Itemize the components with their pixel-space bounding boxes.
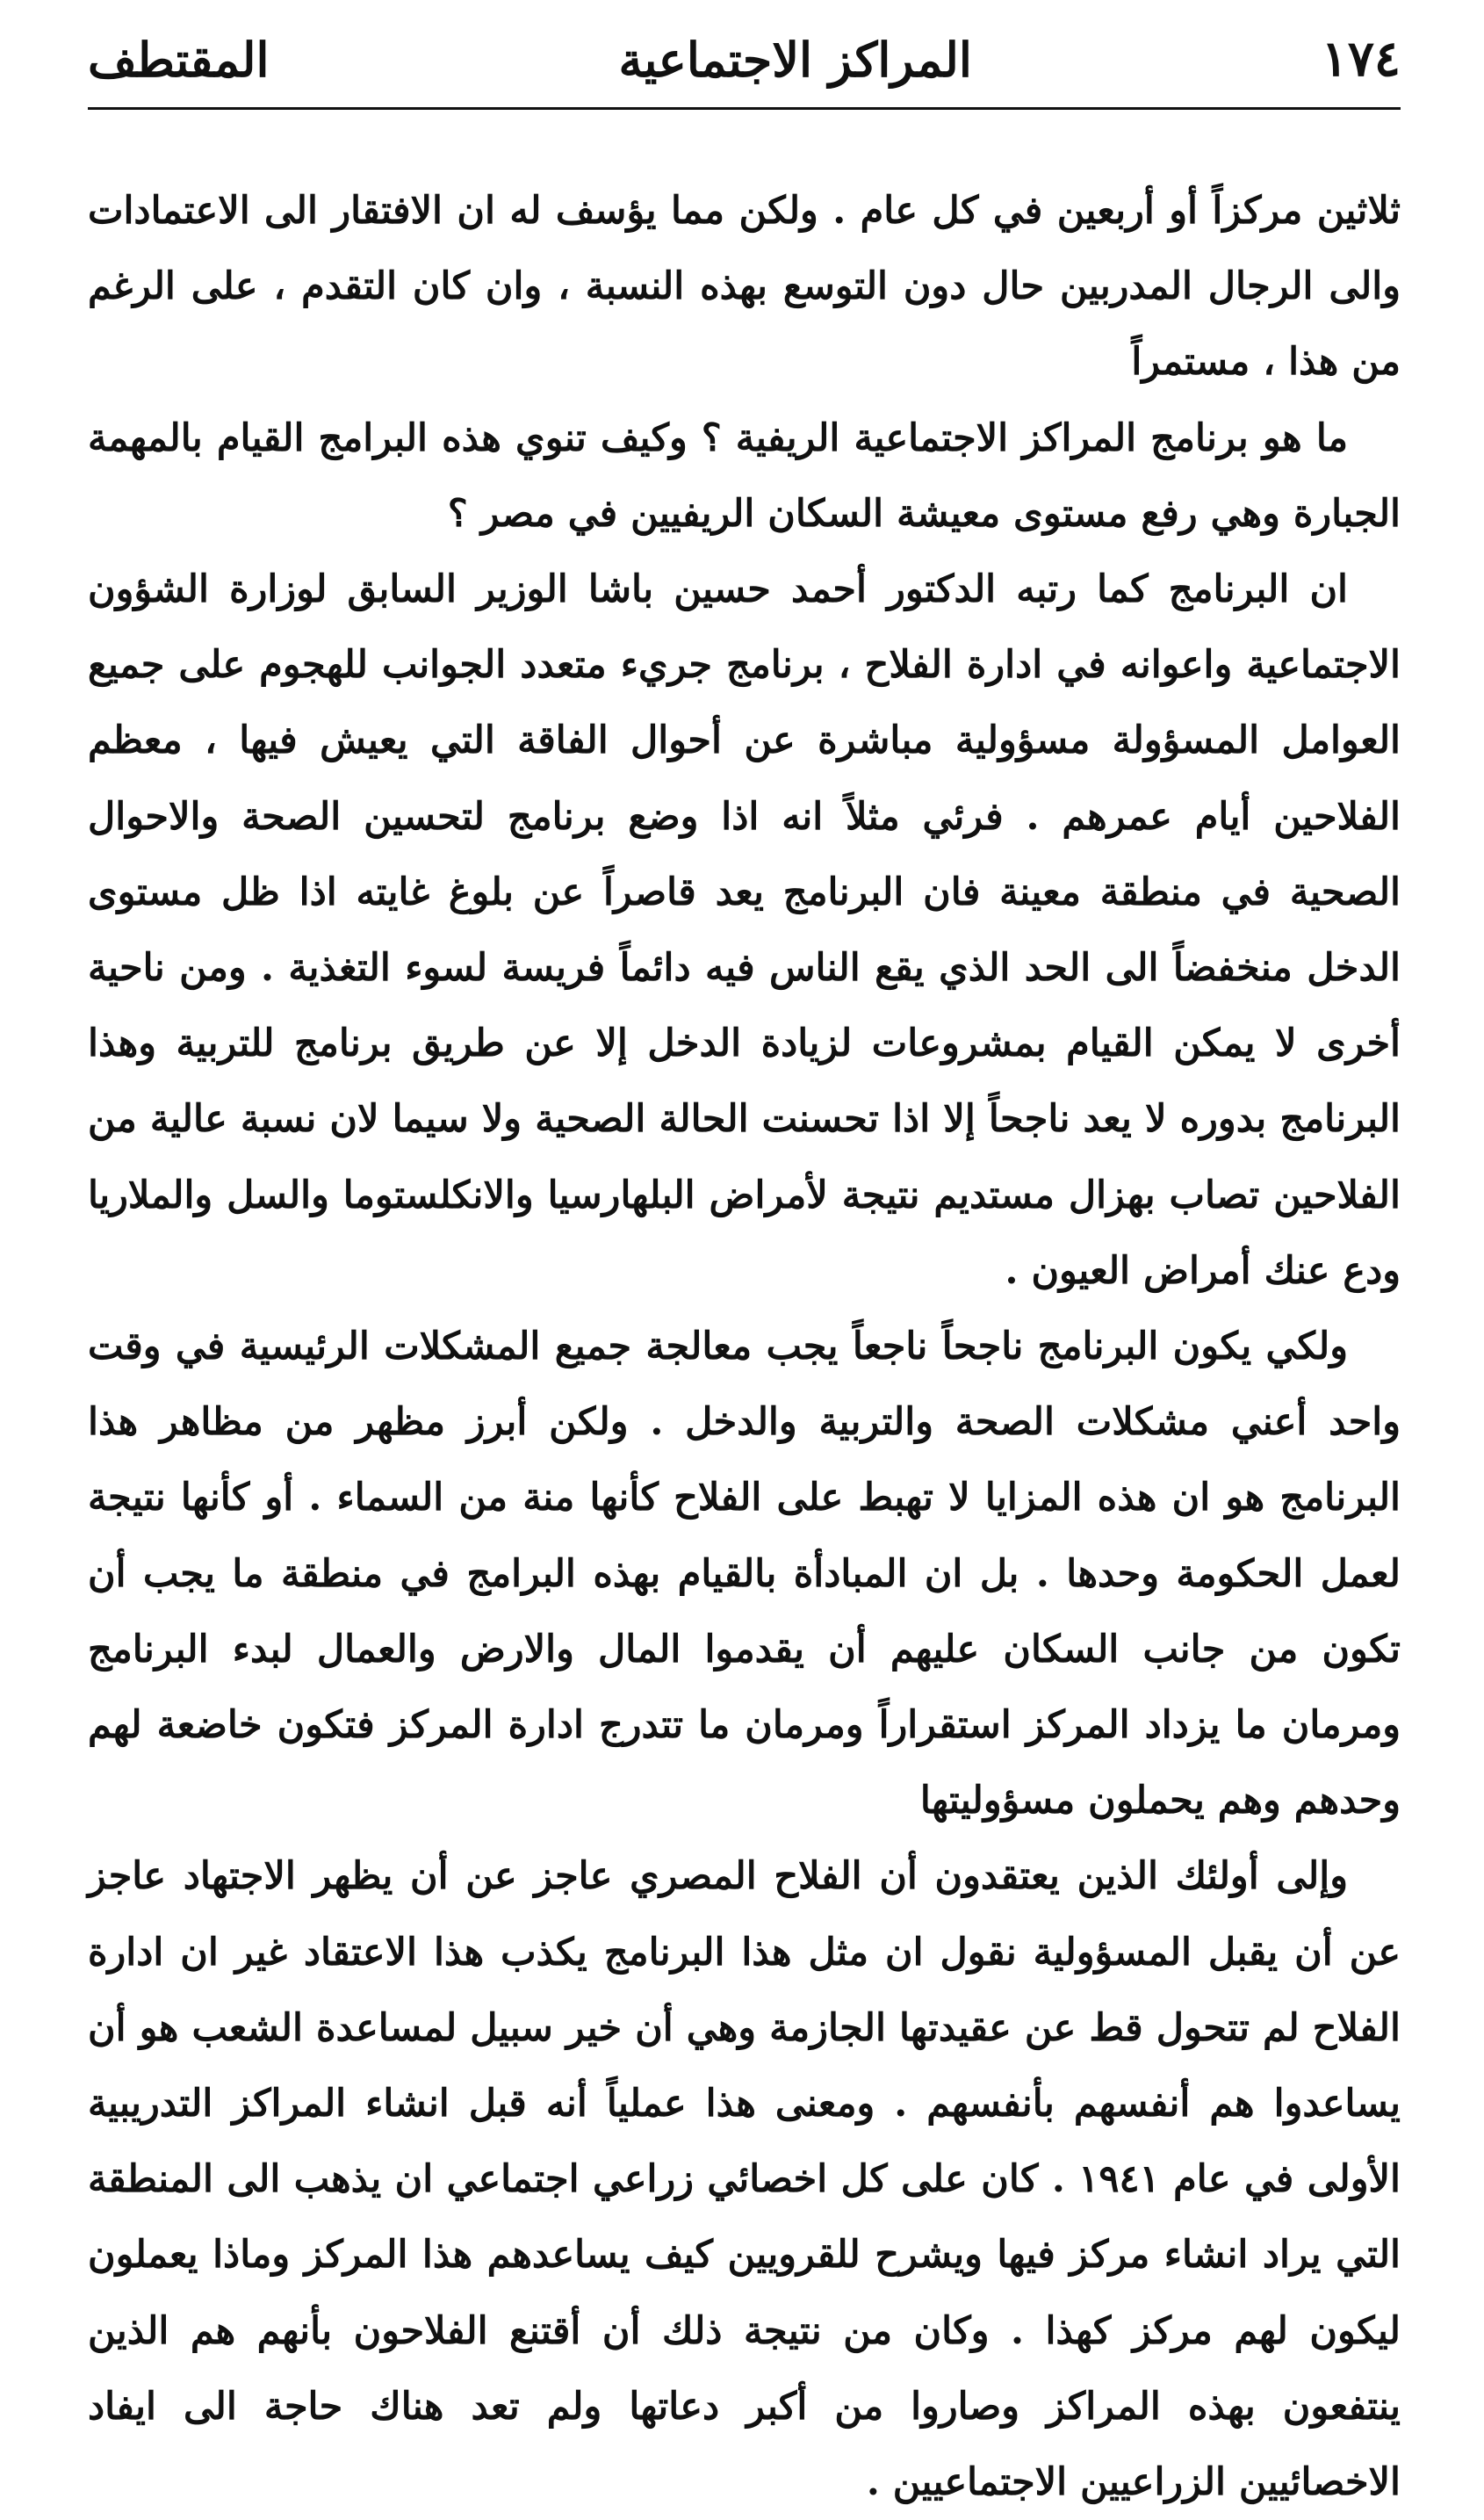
running-header bbox=[88, 26, 1401, 88]
paragraph: ثلاثين مركزاً أو أربعين في كل عام . ولكن مما يؤسف له ان الافتقار الى الاعتمادات والى الرجال المدربين حال دون التوسع بهذه النسبة ، وان كان التقدم ، على الرغم من هذا ، مستمراً bbox=[88, 189, 1401, 385]
paragraph: وإلى أولئك الذين يعتقدون أن الفلاح المصري عاجز عن أن يظهر الاجتهاد عاجز عن أن يقبل المسؤولية نقول ان مثل هذا البرنامج يكذب هذا الاعتقاد غير ان ادارة الفلاح لم تتحول قط عن عقيدتها الجازمة وهي أن خير سبيل لمساعدة الشعب هو أن يساعدوا هم أنفسهم بأنفسهم . ومعنى هذا عملياً أنه قبل انشاء المراكز التدريبية الأولى في عام ١٩٤١ . كان على كل اخصائي زراعي اجتماعي ان يذهب الى المنطقة التي يراد انشاء مركز فيها ويشرح للقرويين كيف يساعدهم هذا المركز وماذا يعملون ليكون لهم مركز كهذا . وكان من نتيجة ذلك أن أقتنع الفلاحون بأنهم هم الذين ينتفعون بهذه المراكز وصاروا من أكبر دعاتها ولم تعد هناك حاجة الى ايفاد الاخصائيين الزراعيين الاجتماعيين . bbox=[88, 1854, 1401, 2505]
journal-name: المقتطف bbox=[88, 32, 270, 88]
paragraph: ما هو برنامج المراكز الاجتماعية الريفية ؟ وكيف تنوي هذه البرامج القيام بالمهمة الجبارة وهي رفع مستوى معيشة السكان الريفيين في مصر ؟ bbox=[88, 415, 1401, 536]
paragraph: ان البرنامج كما رتبه الدكتور أحمد حسين باشا الوزير السابق لوزارة الشؤون الاجتماعية واعوانه في ادارة الفلاح ، برنامج جريء متعدد الجوانب للهجوم على جميع العوامل المسؤولة مسؤولية مباشرة عن أحوال الفاقة التي يعيش فيها ، معظم الفلاحين أيام عمرهم . فرئي مثلاً انه اذا وضع برنامج لتحسين الصحة والاحوال الصحية في منطقة معينة فان البرنامج يعد قاصراً عن بلوغ غايته اذا ظل مستوى الدخل منخفضاً الى الحد الذي يقع الناس فيه دائماً فريسة لسوء التغذية . ومن ناحية أخرى لا يمكن القيام بمشروعات لزيادة الدخل إلا عن طريق برنامج للتربية وهذا البرنامج بدوره لا يعد ناجحاً إلا اذا تحسنت الحالة الصحية ولا سيما لان نسبة عالية من الفلاحين تصاب بهزال مستديم نتيجة لأمراض البلهارسيا والانكلستوما والسل والملاريا ودع عنك أمراض العيون . bbox=[88, 567, 1401, 1293]
header-rule bbox=[88, 107, 1401, 110]
running-title: المراكز الاجتماعية bbox=[618, 32, 972, 88]
paragraph: ولكي يكون البرنامج ناجحاً ناجعاً يجب معالجة جميع المشكلات الرئيسية في وقت واحد أعني مشكلات الصحة والتربية والدخل . ولكن أبرز مظهر من مظاهر هذا البرنامج هو ان هذه المزايا لا تهبط على الفلاح كأنها منة من السماء . أو كأنها نتيجة لعمل الحكومة وحدها . بل ان المبادأة بالقيام بهذه البرامج في منطقة ما يجب أن تكون من جانب السكان عليهم أن يقدموا المال والارض والعمال لبدء البرنامج ومرمان ما يزداد المركز استقراراً ومرمان ما تتدرج ادارة المركز فتكون خاضعة لهم وحدهم وهم يحملون مسؤوليتها bbox=[88, 1325, 1401, 1823]
page-number: ١٧٤ bbox=[1321, 30, 1401, 88]
article-body bbox=[88, 173, 1401, 2520]
